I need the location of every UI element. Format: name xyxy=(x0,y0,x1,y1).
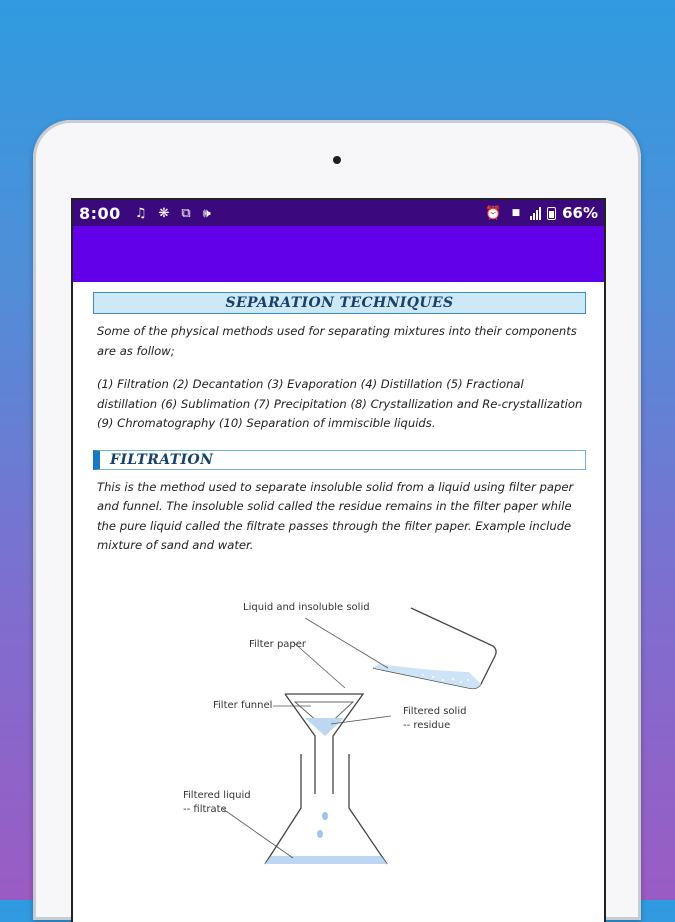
tablet-frame xyxy=(33,120,641,920)
content-area[interactable] xyxy=(73,292,604,556)
bug-icon: ❋ xyxy=(158,205,170,221)
filtration-illustration xyxy=(73,576,604,866)
label-residue: -- residue xyxy=(403,719,451,731)
intro-paragraph: Some of the physical methods used for separating mixtures into their components are as follow; xyxy=(97,324,577,358)
section-title: SEPARATION TECHNIQUES xyxy=(93,292,586,314)
label-filter-paper: Filter paper xyxy=(249,638,307,650)
filtration-heading: FILTRATION xyxy=(93,450,586,470)
cast-icon: ⧉ xyxy=(181,205,191,221)
volume-icon: 🕪 xyxy=(202,205,211,221)
sim-icon: ■ xyxy=(511,208,521,218)
label-filtrate: -- filtrate xyxy=(183,803,227,815)
methods-list: (1) Filtration (2) Decantation (3) Evaporation (4) Distillation (5) Fractional distillation (6) Sublimation (7) Precipitation (8) Crystallization and Re-crystallization (9) Chromatography (10) Separation of immiscible liquids. xyxy=(97,377,583,430)
alarm-icon: ⏰ xyxy=(485,205,502,221)
status-bar xyxy=(73,200,604,226)
status-time: 8:00 xyxy=(79,203,121,223)
label-filtered-liquid: Filtered liquid xyxy=(183,789,251,801)
label-liquid: Liquid and insoluble solid xyxy=(243,601,370,613)
signal-icon xyxy=(530,207,541,220)
front-camera xyxy=(333,156,341,164)
filtration-diagram xyxy=(73,576,604,866)
status-right-group xyxy=(485,204,598,222)
device-screen xyxy=(71,198,606,922)
battery-icon xyxy=(547,207,556,220)
app-bar xyxy=(73,226,604,282)
music-icon: ♫ xyxy=(134,205,147,221)
label-filter-funnel: Filter funnel xyxy=(213,699,273,711)
filtration-paragraph: This is the method used to separate insoluble solid from a liquid using filter paper and funnel. The insoluble solid called the residue remains in the filter paper while the pure liquid called the filtrate passes through the filter paper. Example include mixture of sand and water. xyxy=(97,479,574,552)
battery-percent: 66% xyxy=(562,204,598,222)
label-filtered-solid: Filtered solid xyxy=(403,705,467,717)
